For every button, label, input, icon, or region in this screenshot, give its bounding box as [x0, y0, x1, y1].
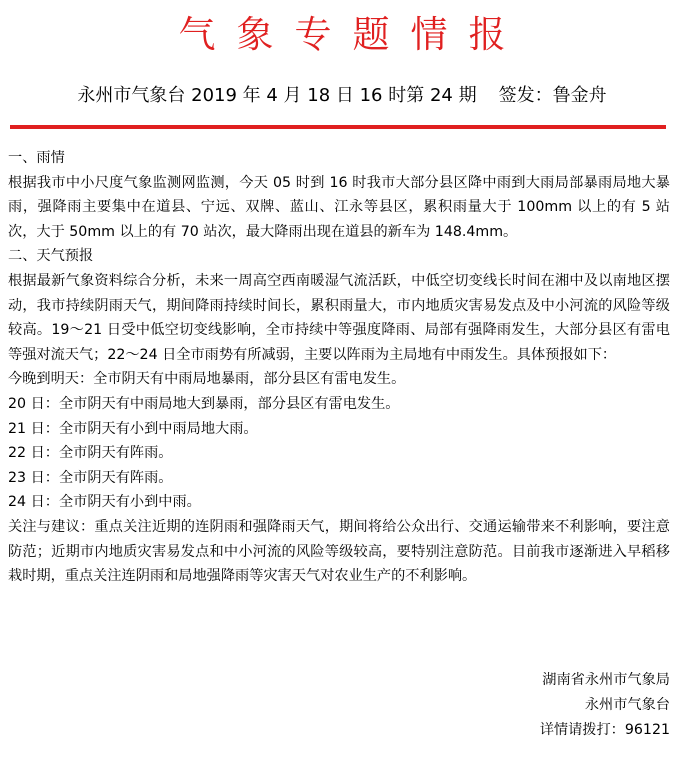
forecast-day-22: 22 日：全市阴天有阵雨。 — [8, 445, 173, 462]
station-name: 永州市气象台 — [584, 697, 670, 713]
bureau-name: 湖南省永州市气象局 — [542, 672, 670, 688]
document-title: 气象专题情报 — [178, 13, 527, 56]
forecast-day-20: 20 日：全市阴天有中雨局地大到暴雨，部分县区有雷电发生。 — [8, 395, 400, 412]
red-divider — [10, 125, 666, 129]
forecast-day-21: 21 日：全市阴天有小到中雨局地大雨。 — [8, 420, 258, 437]
issue-line — [0, 82, 684, 110]
issuer-block — [540, 668, 670, 743]
report-body — [8, 146, 670, 589]
forecast-day-24: 24 日：全市阴天有小到中雨。 — [8, 494, 201, 511]
forecast-day-tonight: 今晚到明天：全市阴天有中雨局地暴雨，部分县区有雷电发生。 — [8, 371, 406, 388]
forecast-day-23: 23 日：全市阴天有阵雨。 — [8, 469, 173, 486]
signer: 签发：鲁金舟 — [498, 85, 607, 106]
hotline: 详情请拨打：96121 — [539, 722, 670, 738]
rain-paragraph: 根据我市中小尺度气象监测网监测，今天 05 时到 16 时我市大部分县区降中雨到大雨局部暴雨局地大暴雨，强降雨主要集中在道县、宁远、双牌、蓝山、江永等县区，累积雨量大于 100mm 以上的有 5 站次，大于 50mm 以上的有 70 站次，最大降雨出现在道县的新车为 148.4mm。 — [8, 174, 670, 240]
forecast-paragraph: 根据最新气象资料综合分析，未来一周高空西南暖湿气流活跃，中低空切变线长时间在湘中及以南地区摆动，我市持续阴雨天气，期间降雨持续时间长，累积雨量大，市内地质灾害易发点及中小河流的风险等级较高。19～21 日受中低空切变线影响，全市持续中等强度降雨、局部有强降雨发生，大部分县区有雷电等强对流天气；22～24 日全市雨势有所减弱，主要以阵雨为主局地有中雨发生。具体预报如下： — [8, 272, 670, 363]
advice-paragraph: 关注与建议：重点关注近期的连阴雨和强降雨天气，期间将给公众出行、交通运输带来不利影响，要注意防范；近期市内地质灾害易发点和中小河流的风险等级较高，要特别注意防范。目前我市逐渐进入早稻移栽时期，重点关注连阴雨和局地强降雨等灾害天气对农业生产的不利影响。 — [8, 518, 670, 585]
rain-heading: 一、雨情 — [8, 150, 65, 166]
forecast-heading: 二、天气预报 — [8, 248, 94, 265]
issue-info: 永州市气象台 2019 年 4 月 18 日 16 时第 24 期 — [77, 85, 477, 106]
